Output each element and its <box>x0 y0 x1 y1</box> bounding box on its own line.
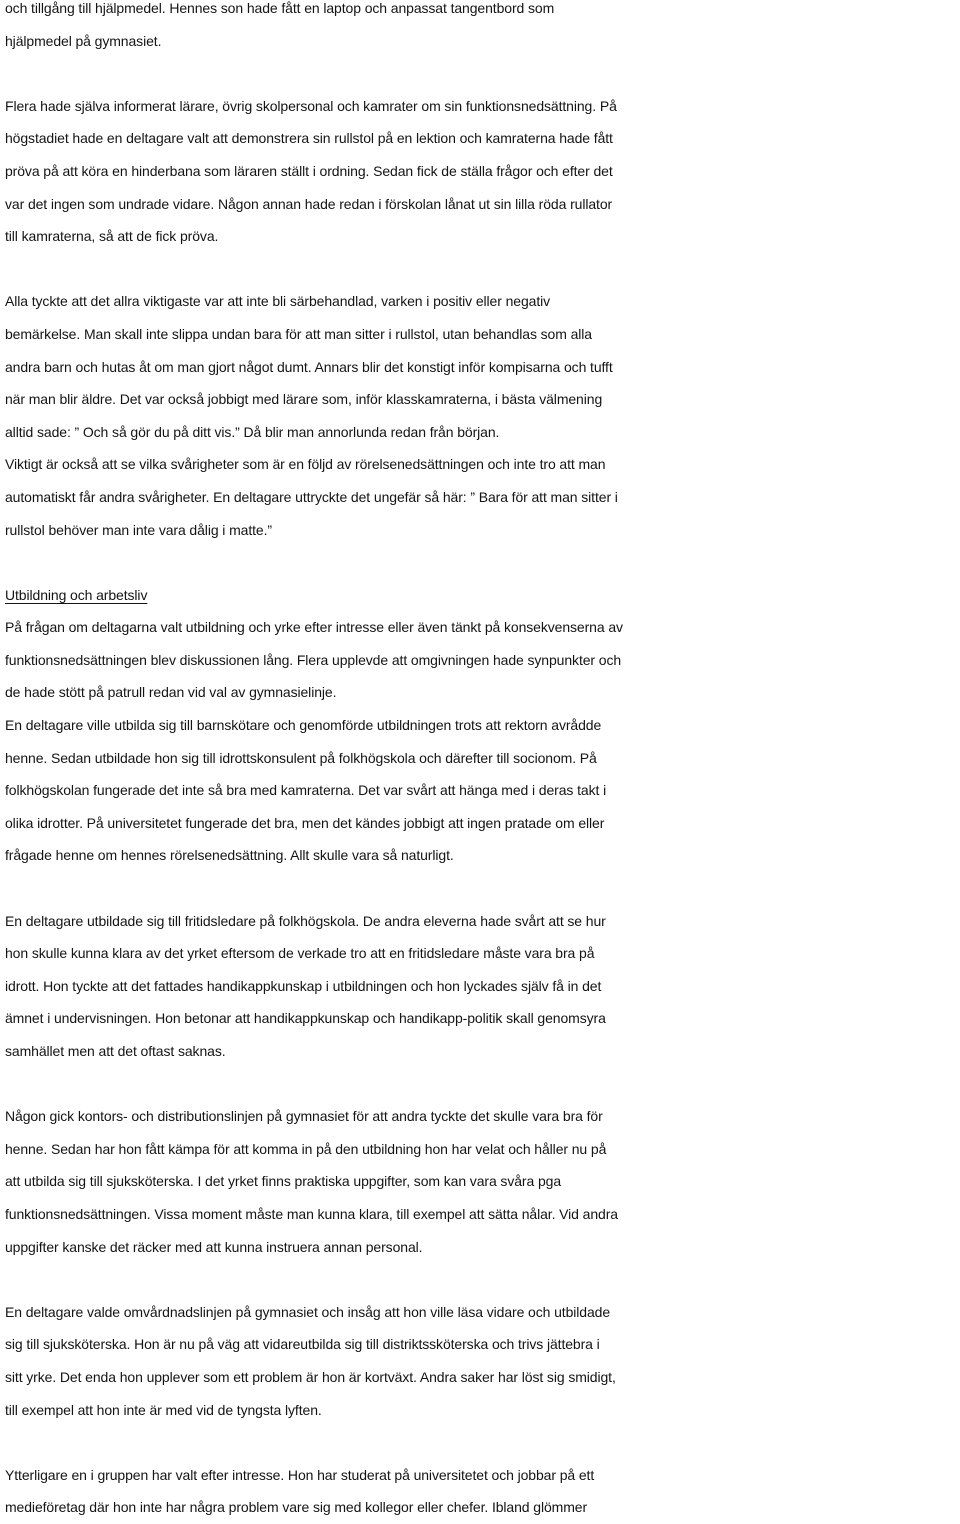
text-line: Viktigt är också att se vilka svårigheter som är en följd av rörelsenedsättningen och inte tro att man <box>5 456 606 473</box>
text-line: till exempel att hon inte är med vid de tyngsta lyften. <box>5 1401 322 1418</box>
text-line: bemärkelse. Man skall inte slippa undan bara för att man sitter i rullstol, utan behandlas som alla <box>5 325 592 342</box>
text-line: var det ingen som undrade vidare. Någon annan hade redan i förskolan lånat ut sin lilla röda rullator <box>5 195 613 212</box>
text-line: till kamraterna, så att de fick pröva. <box>5 228 219 245</box>
text-line: En deltagare utbildade sig till fritidsledare på folkhögskola. De andra eleverna hade svårt att se hur <box>5 912 606 929</box>
text-line: rullstol behöver man inte vara dålig i matte.” <box>5 521 272 538</box>
text-line: ämnet i undervisningen. Hon betonar att handikappkunskap och handikapp-politik skall genomsyra <box>5 1010 606 1027</box>
text-line: hjälpmedel på gymnasiet. <box>5 32 162 49</box>
text-line: folkhögskolan fungerade det inte så bra med kamraterna. Det var svårt att hänga med i deras takt i <box>5 782 607 799</box>
text-line: andra barn och hutas åt om man gjort något dumt. Annars blir det konstigt inför kompisarna och tufft <box>5 358 613 375</box>
text-line: högstadiet hade en deltagare valt att demonstrera sin rullstol på en lektion och kamraterna hade fått <box>5 130 613 147</box>
text-line: automatiskt får andra svårigheter. En deltagare uttryckte det ungefär så här: ” Bara för att man sitter i <box>5 488 618 505</box>
text-line: sitt yrke. Det enda hon upplever som ett problem är hon är kortväxt. Andra saker har löst sig smidigt, <box>5 1368 616 1385</box>
text-line: samhället men att det oftast saknas. <box>5 1043 226 1059</box>
text-line: de hade stött på patrull redan vid val av gymnasielinje. <box>5 684 337 701</box>
text-line: En deltagare ville utbilda sig till barnskötare och genomförde utbildningen trots att rektorn avrådde <box>5 717 602 734</box>
text-line: En deltagare valde omvårdnadslinjen på gymnasiet och insåg att hon ville läsa vidare och utbildade <box>5 1303 611 1320</box>
paragraph-gap <box>5 1068 960 1101</box>
text-line: henne. Sedan har hon fått kämpa för att komma in på den utbildning hon har velat och håller nu på <box>5 1140 607 1157</box>
document-page <box>5 0 960 1524</box>
text-line: funktionsnedsättningen blev diskussionen lång. Flera upplevde att omgivningen hade synpunkter och <box>5 651 622 668</box>
paragraph-gap <box>5 872 960 905</box>
paragraph-gap <box>5 546 960 579</box>
text-line: och tillgång till hjälpmedel. Hennes son hade fått en laptop och anpassat tangentbord som <box>5 0 555 16</box>
text-line: Flera hade själva informerat lärare, övrig skolpersonal och kamrater om sin funktionsnedsättning. På <box>5 97 617 114</box>
text-line: olika idrotter. På universitetet fungerade det bra, men det kändes jobbigt att ingen pratade om eller <box>5 814 605 831</box>
paragraph-gap <box>5 253 960 286</box>
text-line: Alla tyckte att det allra viktigaste var att inte bli särbehandlad, varken i positiv eller negativ <box>5 293 551 310</box>
text-line: sig till sjuksköterska. Hon är nu på väg att vidareutbilda sig till distriktssköterska och trivs jättebra i <box>5 1336 600 1353</box>
text-line: Någon gick kontors- och distributionslinjen på gymnasiet för att andra tyckte det skulle vara bra för <box>5 1108 603 1125</box>
text-line: idrott. Hon tyckte att det fattades handikappkunskap i utbildningen och hon lyckades själv få in det <box>5 977 602 994</box>
text-line: medieföretag där hon inte har några problem vare sig med kollegor eller chefer. Ibland glömmer <box>5 1499 588 1516</box>
section-heading: Utbildning och arbetsliv <box>5 586 148 603</box>
text-line: att utbilda sig till sjuksköterska. I det yrket finns praktiska uppgifter, som kan vara svåra pga <box>5 1173 562 1190</box>
paragraph-gap <box>5 1263 960 1296</box>
text-line: Ytterligare en i gruppen har valt efter intresse. Hon har studerat på universitetet och jobbar på ett <box>5 1466 595 1483</box>
text-line: henne. Sedan utbildade hon sig till idrottskonsulent på folkhögskola och därefter till socionom. På <box>5 749 597 766</box>
text-line: funktionsnedsättningen. Vissa moment måste man kunna klara, till exempel att sätta nålar. Vid andra <box>5 1205 618 1222</box>
paragraph-gap <box>5 57 960 90</box>
text-line: På frågan om deltagarna valt utbildning och yrke efter intresse eller även tänkt på konsekvenserna av <box>5 619 623 636</box>
text-line: pröva på att köra en hinderbana som läraren ställt i ordning. Sedan fick de ställa frågor och efter det <box>5 162 613 179</box>
text-line: när man blir äldre. Det var också jobbigt med lärare som, inför klasskamraterna, i bästa välmening <box>5 391 603 408</box>
text-line: alltid sade: ” Och så gör du på ditt vis.” Då blir man annorlunda redan från början. <box>5 423 500 440</box>
text-line: uppgifter kanske det räcker med att kunna instruera annan personal. <box>5 1238 423 1255</box>
text-line: frågade henne om hennes rörelsenedsättning. Allt skulle vara så naturligt. <box>5 847 454 864</box>
text-line: hon skulle kunna klara av det yrket eftersom de verkade tro att en fritidsledare måste vara bra på <box>5 945 595 962</box>
